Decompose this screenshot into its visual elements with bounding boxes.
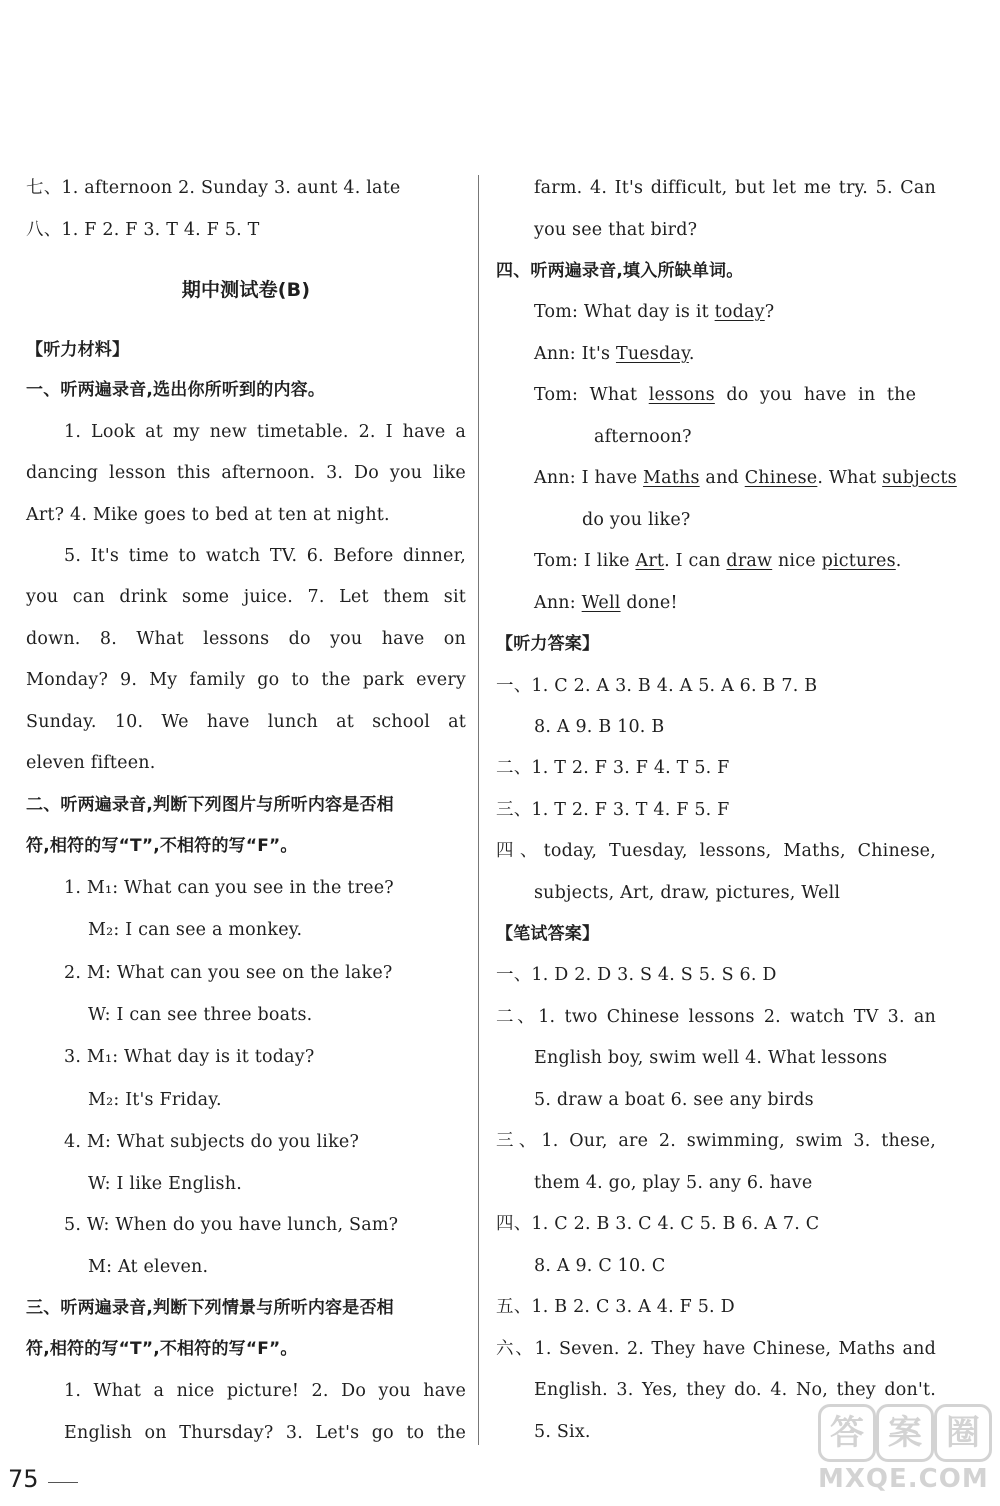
dialogue-line: Tom: I like Art. I can draw nice pictures. <box>534 551 902 571</box>
part-3-line: you see that bird? <box>534 220 698 240</box>
dialogue-line: afternoon? <box>594 427 692 447</box>
answer-line: 六、1. Seven. 2. They have Chinese, Maths and <box>496 1339 936 1359</box>
page-number-rule <box>48 1482 78 1483</box>
answer-blank: today <box>714 302 765 322</box>
part-1-heading: 一、听两遍录音,选出你所听到的内容。 <box>26 380 326 400</box>
dialogue-line: do you like? <box>582 510 691 530</box>
part-2-line: M₂: I can see a monkey. <box>88 920 303 940</box>
part-2-line: 1. M₁: What can you see in the tree? <box>64 878 394 898</box>
listening-answers-heading: 【听力答案】 <box>496 634 600 654</box>
answer-blank: Maths <box>643 468 700 488</box>
part-1-line: Sunday. 10. We have lunch at school at <box>26 712 466 732</box>
answer-line: 5. Six. <box>534 1422 591 1442</box>
part-1-line: down. 8. What lessons do you have on <box>26 629 466 649</box>
part-2-line: W: I can see three boats. <box>88 1005 313 1025</box>
part-2-line: M: At eleven. <box>88 1257 209 1277</box>
watermark-logo <box>818 1404 989 1500</box>
part-1-line: you can drink some juice. 7. Let them sit <box>26 587 466 607</box>
answer-line: 三、1. T 2. F 3. T 4. F 5. F <box>496 800 730 820</box>
part-1-line: 1. Look at my new timetable. 2. I have a <box>64 422 466 442</box>
answer-line: 四、1. C 2. B 3. C 4. C 5. B 6. A 7. C <box>496 1214 820 1234</box>
dialogue-line: Tom: What day is it today? <box>534 302 775 322</box>
answer-line: 8. A 9. C 10. C <box>534 1256 666 1276</box>
part-3-line: farm. 4. It's difficult, but let me try. 5. Can <box>534 178 936 198</box>
dialogue-line: Ann: Well done! <box>534 593 678 613</box>
answer-line: 五、1. B 2. C 3. A 4. F 5. D <box>496 1297 735 1317</box>
answer-blank: Tuesday <box>615 344 689 364</box>
answer-blank: lessons <box>648 385 715 405</box>
answer-line: 二、1. two Chinese lessons 2. watch TV 3. an <box>496 1007 936 1027</box>
answer-line: English. 3. Yes, they do. 4. No, they don't. <box>534 1380 936 1400</box>
section-8-answers: 八、1. F 2. F 3. T 4. F 5. T <box>26 220 260 240</box>
answer-line: 一、1. C 2. A 3. B 4. A 5. A 6. B 7. B <box>496 676 818 696</box>
part-2-line: W: I like English. <box>88 1174 242 1194</box>
watermark-url: MXQE.COM <box>818 1464 989 1494</box>
answer-line: subjects, Art, draw, pictures, Well <box>534 883 841 903</box>
answer-blank: Art <box>635 551 665 571</box>
watermark-char: 圈 <box>934 1404 992 1462</box>
part-2-line: 5. W: When do you have lunch, Sam? <box>64 1215 399 1235</box>
part-3-line: 1. What a nice picture! 2. Do you have <box>64 1381 466 1401</box>
answer-line: them 4. go, play 5. any 6. have <box>534 1173 813 1193</box>
part-1-line: Monday? 9. My family go to the park every <box>26 670 466 690</box>
answer-line: 8. A 9. B 10. B <box>534 717 665 737</box>
answer-blank: Chinese <box>744 468 818 488</box>
part-3-line: English on Thursday? 3. Let's go to the <box>64 1423 466 1443</box>
part-4-heading: 四、听两遍录音,填入所缺单词。 <box>496 261 744 281</box>
part-2-heading: 二、听两遍录音,判断下列图片与所听内容是否相 <box>26 795 394 815</box>
answer-line: 三、1. Our, are 2. swimming, swim 3. these, <box>496 1131 936 1151</box>
answer-blank: Well <box>581 593 621 613</box>
dialogue-line: Ann: It's Tuesday. <box>534 344 695 364</box>
part-1-line: Art? 4. Mike goes to bed at ten at night. <box>26 505 390 525</box>
page-title: 期中测试卷(B) <box>181 279 311 301</box>
part-2-line: 3. M₁: What day is it today? <box>64 1047 315 1067</box>
page-number: 75 <box>8 1465 39 1493</box>
part-2-line: 2. M: What can you see on the lake? <box>64 963 393 983</box>
watermark-char: 答 <box>818 1404 876 1462</box>
part-3-heading-cont: 符,相符的写“T”,不相符的写“F”。 <box>26 1339 298 1359</box>
answer-blank: pictures <box>821 551 896 571</box>
written-answers-heading: 【笔试答案】 <box>496 924 600 944</box>
answer-line: English boy, swim well 4. What lessons <box>534 1048 888 1068</box>
part-2-line: 4. M: What subjects do you like? <box>64 1132 360 1152</box>
part-1-line: dancing lesson this afternoon. 3. Do you like <box>26 463 466 483</box>
part-3-heading: 三、听两遍录音,判断下列情景与所听内容是否相 <box>26 1298 394 1318</box>
answer-blank: draw <box>726 551 773 571</box>
part-1-line: eleven fifteen. <box>26 753 156 773</box>
listening-material-heading: 【听力材料】 <box>26 340 130 360</box>
dialogue-line: Tom: What lessons do you have in the <box>534 385 917 405</box>
answer-line: 四、today, Tuesday, lessons, Maths, Chinese, <box>496 841 936 861</box>
part-2-heading-cont: 符,相符的写“T”,不相符的写“F”。 <box>26 836 298 856</box>
dialogue-line: Ann: I have Maths and Chinese. What subjects <box>534 468 957 488</box>
answer-line: 二、1. T 2. F 3. F 4. T 5. F <box>496 758 730 778</box>
watermark-char: 案 <box>876 1404 934 1462</box>
section-7-answers: 七、1. afternoon 2. Sunday 3. aunt 4. late <box>26 178 401 198</box>
part-1-line: 5. It's time to watch TV. 6. Before dinner, <box>64 546 466 566</box>
answer-line: 一、1. D 2. D 3. S 4. S 5. S 6. D <box>496 965 777 985</box>
column-divider <box>478 175 479 1445</box>
answer-blank: subjects <box>882 468 957 488</box>
part-2-line: M₂: It's Friday. <box>88 1090 222 1110</box>
answer-line: 5. draw a boat 6. see any birds <box>534 1090 814 1110</box>
